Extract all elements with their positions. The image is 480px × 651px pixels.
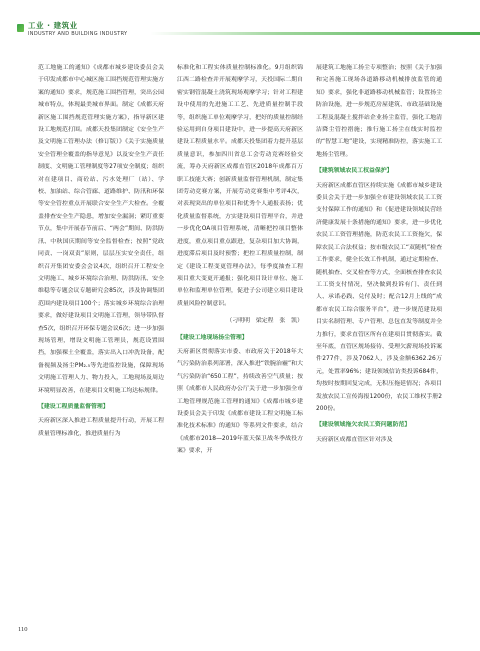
paragraph: 天府新区深入推进工程质量提升行动，开展工程质量管理标准化，推进质量行为 <box>38 418 164 437</box>
section-heading: 【建筑领域农民工权益保护】 <box>316 168 393 175</box>
paragraph: 天府新区成都直管区持续实施《成都市城乡建设委员会关于进一步加强全市建设领域农民工工资支付保障工作的通知》和《促进建设领域民营经济健康发展十条措施的通知》要求，进一步优化农民工工资管理措施，防范农民工工资拖欠，保障农民工合法权益；按市级农民工“双随机”检查工作要求，健全长效工作机制，通过定期检查、随机抽查、交叉检查等方式，全面核查排查农民工工资支付情况，坚决做到投诉有门、责任到人、承诺必践、兑付及时；配合12月上线的“成都市农民工综合服务平台”，进一步规范建设项目实名制管理、专户管理、总包直发等制度并全力推行，要求直管区所有在建项目贯彻落实。截至年底，直管区规场接待、受理欠薪现场投诉案件277件，涉及7062人，涉及金额6362.26万元，处置率96%；建设领域信访类投诉684件，均按时按期回复完成，无积压拖延情况；各项目发放农民工宣传海报1200份，农民工维权手册2200份。 <box>316 182 442 412</box>
section-heading: 【建设领域拖欠农民工资问题防范】 <box>316 422 411 429</box>
page-number: 110 <box>18 626 28 633</box>
article-columns <box>38 62 442 618</box>
paragraph: 天府新区贯彻落实市委、市政府关于2018年大气污染防治系列部署，深入推进“铁腕治霾”和大气污染防治“650工程”，持续改善空气质量；按照《成都市人民政府办公厅关于进一步加强全市工地管理规范施工管理的通知》《成都市城乡建设委员会关于印发《成都市建设工程文明施工标准化技术标准》的通知》等系列文件要求，结合《成都市2018—2019年蓝天保卫战冬季战役方案》要求，开 <box>177 348 303 455</box>
page-header <box>0 0 480 54</box>
column-2 <box>177 62 303 618</box>
author-line: （刁明明 梁定程 张 凯） <box>226 318 303 325</box>
column-1 <box>38 62 164 618</box>
paragraph: 天府新区成都直管区针对涉及 <box>316 436 393 443</box>
section-heading: 【建设工地现场扬尘管理】 <box>177 334 248 341</box>
section-category-english: INDUSTRY AND BUILDING INDUSTRY <box>28 31 128 37</box>
paragraph: 范工地施工的通知》《成都市城乡建设委员会关于印发成都市中心城区施工围挡规范管理实施方案的通知》要求，规范施工围挡管理，突出公园城市特点，体现最美城市界面。制定《成都天府新区施工围挡规范管理实施方案》，指导新区建设工地规范打围。成都天投集团制定《安全生产及文明施工管理办法（修订版）》《关于实施质量安全管理全覆盖的指导意见》以及安全生产责任制度、文明施工管理制度等27项安全制度；组织对在建项目、商砼站、污水处理厂（站）、学校、加油站、综合管廊、道路维护、防汛和环保等安全管控重点开展联合安全生产大检查。全覆盖排查安全生产隐患，增加安全漏洞；紧盯重要节点，集中开展春节前后、“两会”期间、防洪防汛、中秋国庆期间等安全监督检查；按照“党政同责、一岗双责”原则，层层压实安全责任，组织召开集团安委会会议4次，组织召开工程安全文明施工、城乡环境综合治理、防洪防汛、安全维稳等专题会议专题研究会85次，涉及协调集团范围内建设项目100个；落实城乡环境综合治理要求，做好建设项目文明施工管理，领导带队督查5次，组织召开环保专题会议6次；进一步加强现场管理，增设文明施工管理员，规范设置围挡，加强裸土全覆盖，落实出入口冲洗设备，配备视频及扬尘PM₂.₅等先进监控设施，保障现场文明施工管理人力、物力投入，工地现场及周边环境明显改善，在建项目文明施工均达标规律。 <box>38 65 164 394</box>
section-heading: 【建设工程质量监督管理】 <box>38 403 109 410</box>
category-icon <box>17 24 24 32</box>
paragraph: 展建筑工地施工扬尘专项整治；按照《关于加强和完善施工现场各道路移动机械排放监管的通知》要求，强化非道路移动机械监管；设置扬尘防治设施，进一步规范房屋建筑、市政基础设施工程及混凝土搅拌站企业扬尘监管，强化工地清洁降尘管控措施；推行施工扬尘在线实时监控的“智慧工地”建设，实现精准防控，落实施工工地扬尘管理。 <box>316 65 442 158</box>
header-gradient-band <box>150 32 480 35</box>
section-category: 工业 · 建筑业 <box>28 21 78 30</box>
paragraph: 标准化和工程实体质量控制标准化。9月组织锦江西二路检查并开展观摩学习，天投国际二期自密实钢管混凝土浇筑现场观摩学习；针对工程建设中使用的先进施工工艺、先进质量控制手段等，组织施工单位观摩学习，把好的质量控制经验运用到自身项目建设中，进一步提高天府新区建设工程质量水平。成都天投集团着力提升基层质量意识，参加四川省总工会劳动竞赛经验交流，筹办天府新区成都直管区2018年成都百万职工技能大赛；创新质量监督管理机制，制定集团劳动竞赛方案，开展劳动竞赛集中考评4次，对表现突出的单位项目和优秀个人通报表扬；优化质量监督系统，方实建设项目管理平台，并进一步优化OA项目管理系统，清晰把控项目整体进度，重点项目重点跟进，复杂项目加大协调，进度滞后项目及时预警；把控工程质量控制，制定《建设工程变更管理办法》，每季度抽查工程项目重大变更开通报；强化项目设计单位、施工单位和监理单位管理，促进子公司建立项目建设质量风险控制意识。 <box>177 65 303 307</box>
column-3 <box>316 62 442 618</box>
